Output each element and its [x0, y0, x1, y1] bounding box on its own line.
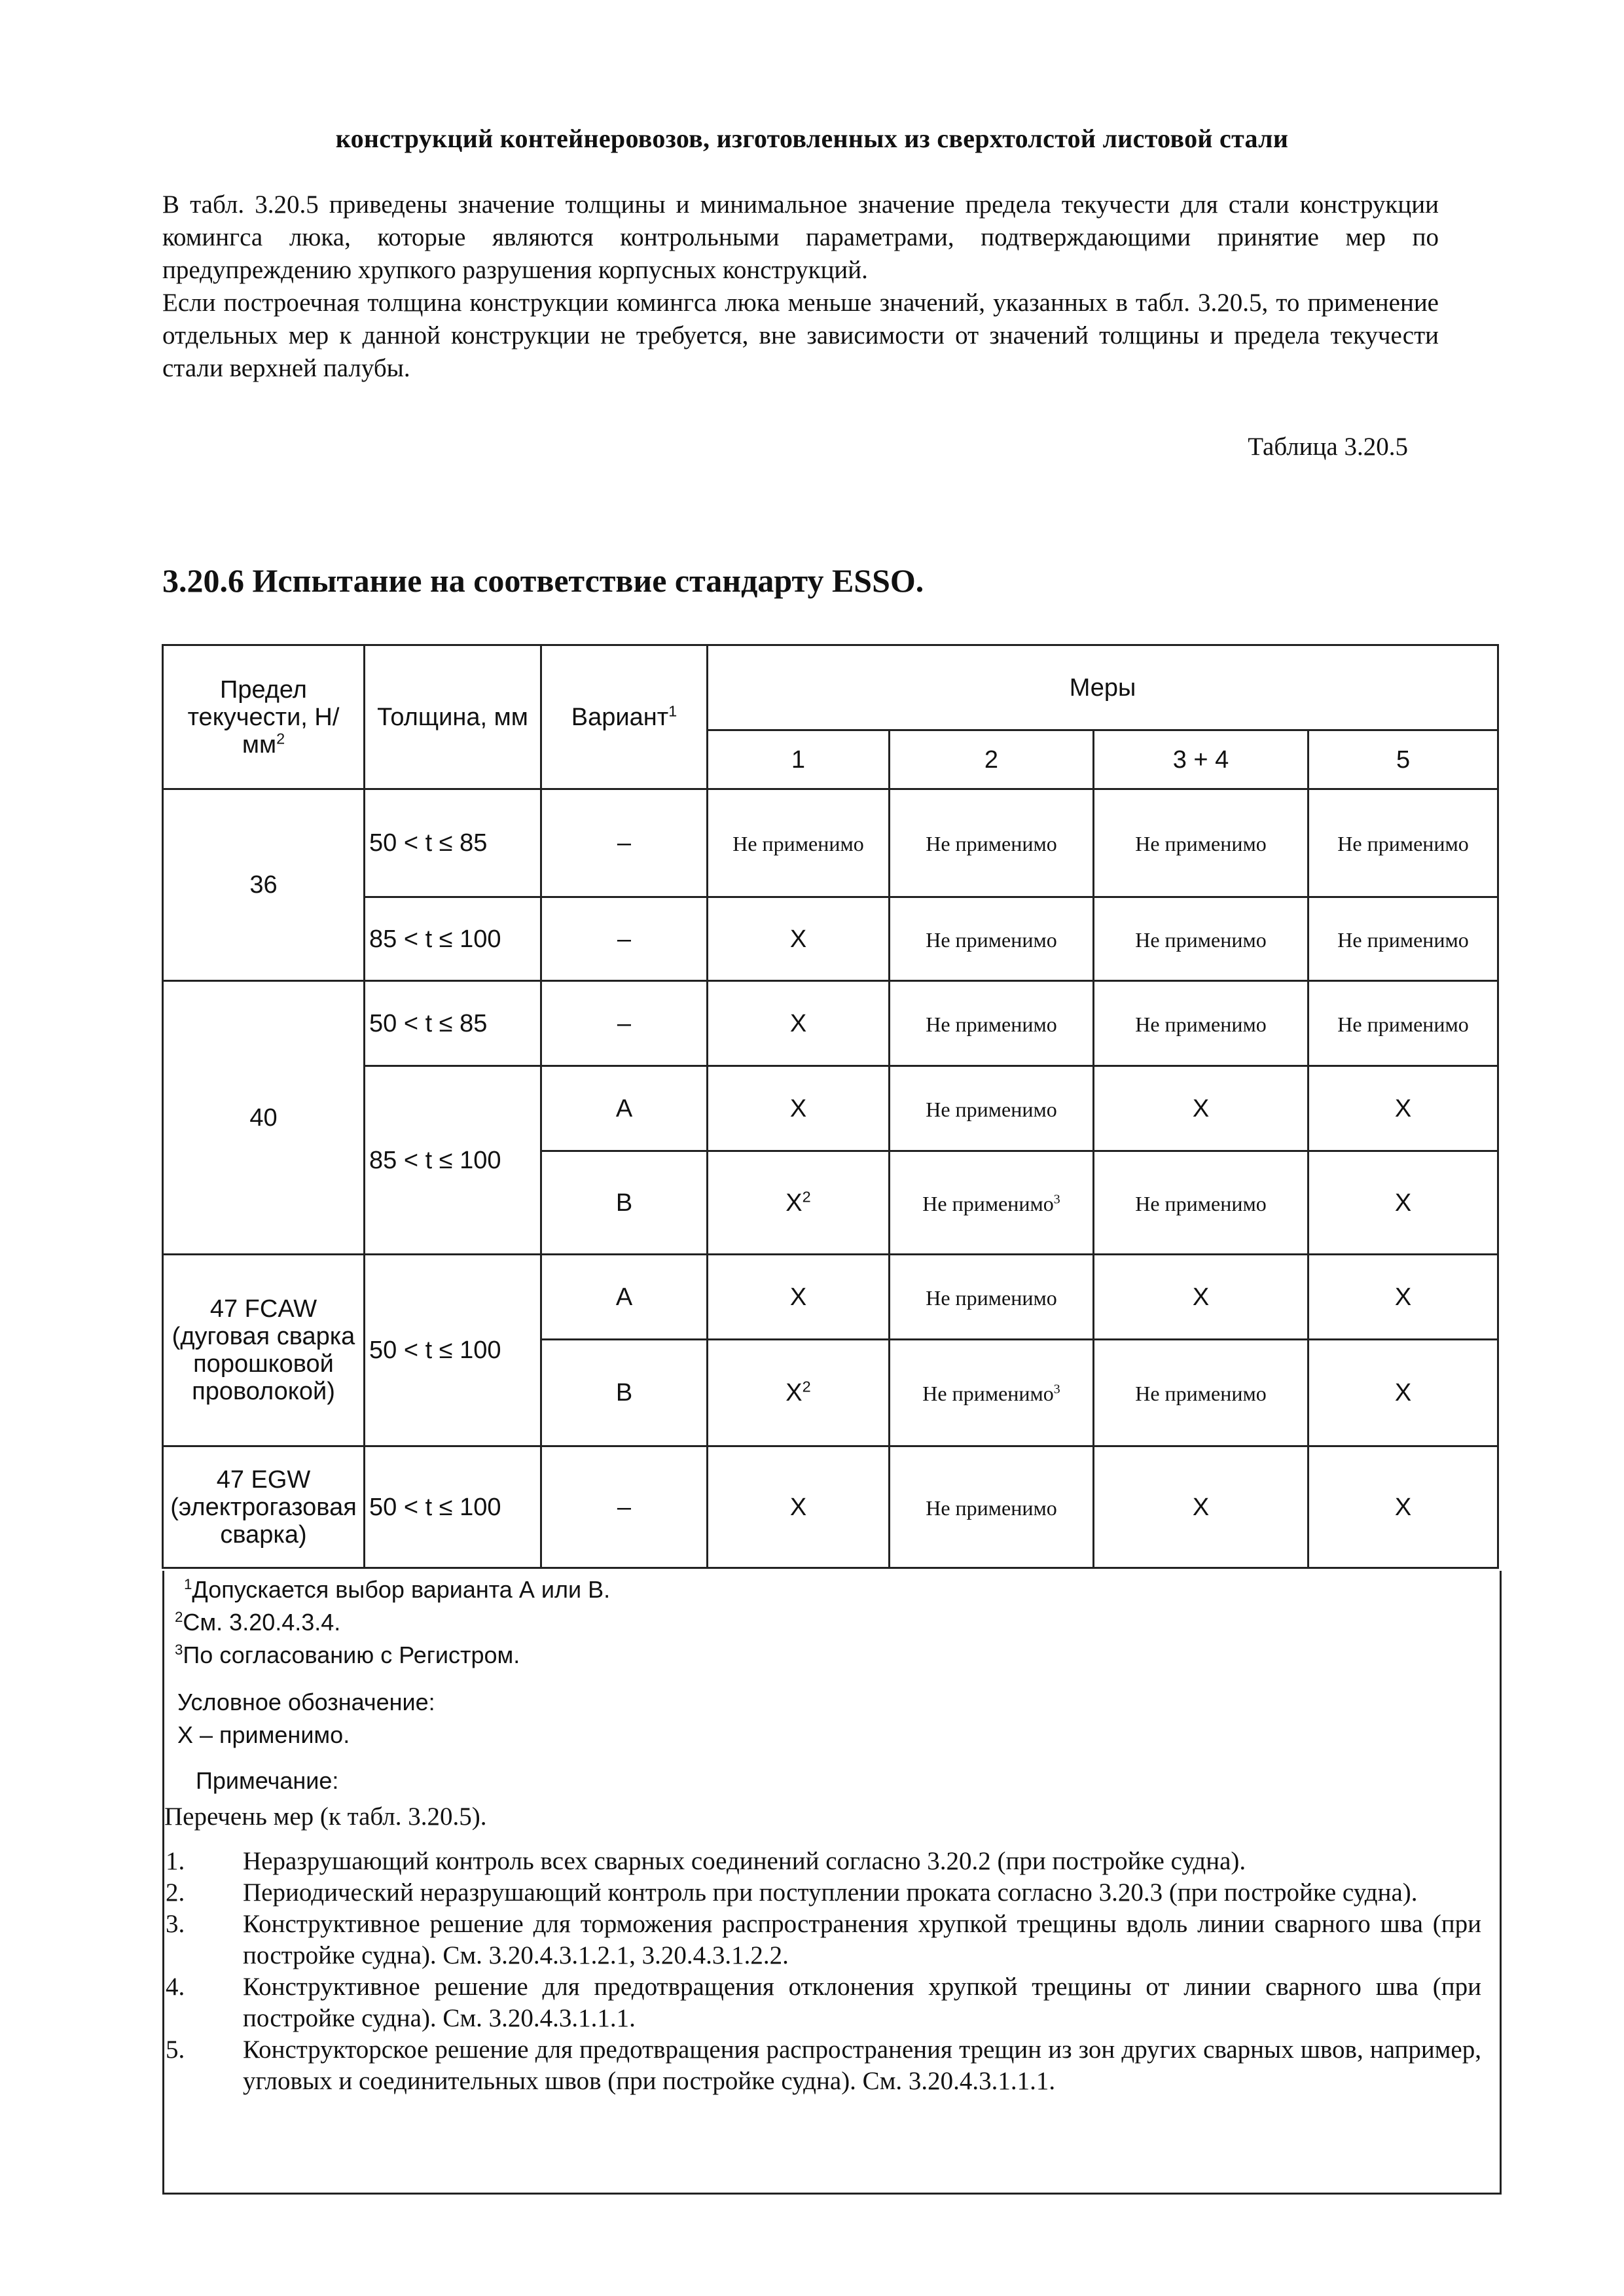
footnote-2: $^2$См. 3.20.4.3.4. — [175, 1609, 341, 1636]
measure-cell: Не применимо — [1308, 897, 1498, 981]
header-variant: Вариант$^1$ — [541, 645, 708, 789]
measure-cell: Не применимо — [890, 1255, 1094, 1340]
header-measure-5: 5 — [1308, 730, 1498, 789]
thickness-cell: 50 < t ≤ 100 — [365, 1255, 541, 1446]
table-row — [163, 789, 1498, 897]
footnote-1: $^1$Допускается выбор варианта А или В. — [184, 1576, 611, 1603]
variant-cell: A — [541, 1066, 708, 1151]
thickness-cell: 85 < t ≤ 100 — [365, 897, 541, 981]
measure-cell: X — [1308, 1255, 1498, 1340]
measure-cell: X — [708, 1446, 890, 1568]
variant-cell: – — [541, 1446, 708, 1568]
variant-cell: – — [541, 789, 708, 897]
measure-cell: Не применимо — [1094, 789, 1308, 897]
measure-cell: $X^2$ — [708, 1151, 890, 1255]
measure-cell: Не применимо — [1094, 1340, 1308, 1446]
measure-cell: Не применимо — [890, 897, 1094, 981]
thickness-cell: 50 < t ≤ 100 — [365, 1446, 541, 1568]
page-header: конструкций контейнеровозов, изготовленных из сверхтолстой листовой стали — [335, 124, 1289, 153]
header-measure-1: 1 — [708, 730, 890, 789]
legend-x: X – применимо. — [177, 1721, 350, 1748]
measure-cell: X — [1308, 1446, 1498, 1568]
legend-title: Условное обозначение: — [177, 1689, 435, 1715]
list-item: 5. Конструкторское решение для предотвращения распространения трещин из зон других сварных швов, например, угловых и соединительных швов (при постройке судна). См. 3.20.4.3.1.1.1. — [166, 2036, 1481, 2095]
yield-47-egw: 47 EGW (электрогазовая сварка) — [163, 1446, 365, 1568]
measure-cell: X — [1094, 1255, 1308, 1340]
measures-list — [166, 1846, 1481, 2097]
measure-cell: Не применимо — [1094, 981, 1308, 1066]
measure-cell: Не применимо — [1308, 789, 1498, 897]
table-caption: Таблица 3.20.5 — [1248, 433, 1408, 461]
intro-text — [162, 188, 1439, 385]
intro-paragraph-2: Если построечная толщина конструкции комингса люка меньше значений, указанных в табл. 3.20.5, то применение отдельных мер к данной конструкции не требуется, вне зависимости от значений толщины и предела текучести стали верхней палубы. — [162, 289, 1439, 382]
footnote-3: $^3$По согласованию с Регистром. — [175, 1641, 520, 1668]
header-measures: Меры — [708, 645, 1498, 730]
list-item: 3. Конструктивное решение для торможения распространения хрупкой трещины вдоль линии сварного шва (при постройке судна). См. 3.20.4.3.1.2.1, 3.20.4.3.1.2.2. — [166, 1910, 1481, 1969]
measure-cell: X — [1308, 1340, 1498, 1446]
list-item: 4. Конструктивное решение для предотвращения отклонения хрупкой трещины от линии сварного шва (при постройке судна). См. 3.20.4.3.1.1.1. — [166, 1973, 1481, 2032]
notes-box — [162, 1571, 1502, 2195]
measure-cell: X — [1308, 1151, 1498, 1255]
measure-cell: Не применимо — [890, 981, 1094, 1066]
yield-40: 40 — [163, 981, 365, 1255]
note-subtitle: Перечень мер (к табл. 3.20.5). — [164, 1803, 487, 1831]
header-thickness: Толщина, мм — [365, 645, 541, 789]
measure-cell: Не применимо — [890, 789, 1094, 897]
measure-cell: $X^2$ — [708, 1340, 890, 1446]
variant-cell: – — [541, 897, 708, 981]
table-row — [163, 981, 1498, 1066]
measure-cell: X — [708, 981, 890, 1066]
measure-cell: Не применимо — [1094, 897, 1308, 981]
measure-cell: X — [1094, 1066, 1308, 1151]
measure-cell: X — [708, 897, 890, 981]
variant-cell: B — [541, 1340, 708, 1446]
measure-cell: Не применимо$^3$ — [890, 1151, 1094, 1255]
intro-paragraph-1: В табл. 3.20.5 приведены значение толщины и минимальное значение предела текучести для стали конструкции комингса люка, которые являются контрольными параметрами, подтверждающими принятие мер по предупреждению хрупкого разрушения корпусных конструкций. — [162, 190, 1439, 284]
list-item: 2. Периодический неразрушающий контроль при поступлении проката согласно 3.20.3 (при постройке судна). — [166, 1878, 1418, 1907]
measures-table — [162, 644, 1499, 1569]
measure-cell: X — [708, 1255, 890, 1340]
yield-47-fcaw: 47 FCAW (дуговая сварка порошковой проволокой) — [163, 1255, 365, 1446]
header-yield: Предел текучести, $Н/мм^2$ — [163, 645, 365, 789]
measure-cell: Не применимо — [890, 1446, 1094, 1568]
thickness-cell: 85 < t ≤ 100 — [365, 1066, 541, 1255]
thickness-cell: 50 < t ≤ 85 — [365, 789, 541, 897]
thickness-cell: 50 < t ≤ 85 — [365, 981, 541, 1066]
yield-36: 36 — [163, 789, 365, 981]
variant-cell: – — [541, 981, 708, 1066]
table-row — [163, 1255, 1498, 1340]
variant-cell: A — [541, 1255, 708, 1340]
measure-cell: Не применимо$^3$ — [890, 1340, 1094, 1446]
measure-cell: Не применимо — [708, 789, 890, 897]
measure-cell: X — [1308, 1066, 1498, 1151]
measure-cell: Не применимо — [890, 1066, 1094, 1151]
variant-cell: B — [541, 1151, 708, 1255]
measure-cell: X — [708, 1066, 890, 1151]
measure-cell: Не применимо — [1308, 981, 1498, 1066]
list-item: 1. Неразрушающий контроль всех сварных соединений согласно 3.20.2 (при постройке судна). — [166, 1847, 1246, 1875]
measure-cell: Не применимо — [1094, 1151, 1308, 1255]
measure-cell: X — [1094, 1446, 1308, 1568]
section-heading: 3.20.6 Испытание на соответствие стандарту ESSO. — [162, 562, 924, 599]
note-title: Примечание: — [196, 1767, 339, 1794]
header-measure-2: 2 — [890, 730, 1094, 789]
header-measure-3-4: 3 + 4 — [1094, 730, 1308, 789]
table-row — [163, 1446, 1498, 1568]
